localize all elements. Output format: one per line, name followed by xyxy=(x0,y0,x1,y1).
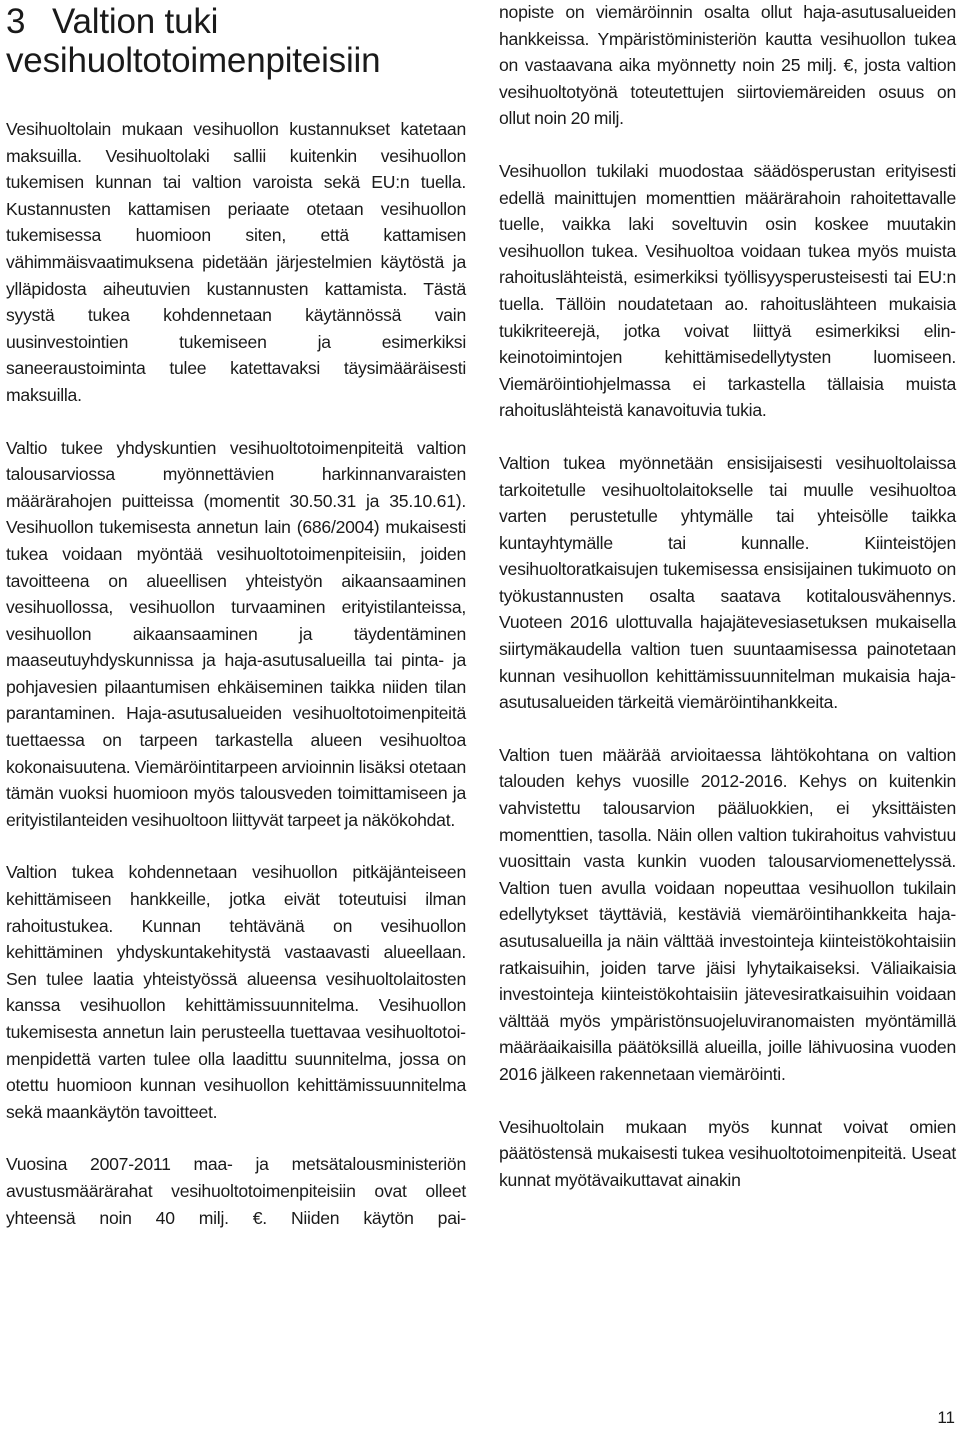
paragraph-8: Vesihuoltolain mukaan myös kunnat voivat omien päätöstensä mukaisesti tukea vesihuoltotoimenpiteitä. Useat kunnat myötävaikuttavat ainakin xyxy=(499,1116,956,1190)
chapter-title-line2: vesihuoltotoimenpiteisiin xyxy=(6,41,381,80)
paragraph-5: Vesihuollon tukilaki muodostaa säädösperustan erityisesti edellä mainittujen momenttien määrärahoin rahoitettavalle tuelle, vaikka laki soveltuvin osin koskee muutakin vesihuollon tukea. Vesihuoltoa voidaan tukea myös muista rahoituslähteistä, esimerkiksi työllisyysperusteisesti tai EU:n tuella. Tällöin noudatetaan ao. rahoituslähteen mukaisia tukikriteerejä, jotka voivat liittyä esimerkiksi elinkeinotoimintojen kehittämisedellytysten luomiseen. Viemäröintiohjelmassa ei tarkastella tällaisia muista rahoituslähteistä kanavoituvia tukia. xyxy=(499,160,956,421)
paragraph-2: Valtio tukee yhdyskuntien vesihuoltotoimenpiteitä valtion talousarviossa myönnettävien harkinnanvaraisten määrärahojen puitteissa (momentit 30.50.31 ja 35.10.61). Vesihuollon tukemisesta annetun lain (686/2004) mukaisesti tukea voidaan myöntää vesihuoltotoimenpiteisiin, joiden tavoitteena on alueellisen yhteistyön aikaansaaminen vesihuollossa, vesihuollon turvaaminen erityistilanteissa, vesihuollon aikaansaaminen ja täydentäminen maaseutuyhdyskunnissa ja haja-asutusalueilla tai pinta- ja pohjavesien pilaantumisen ehkäiseminen taikka niiden tilan parantaminen. Haja-asutusalueiden vesihuoltotoimenpiteitä tuettaessa on tarpeen tarkastella alueen vesihuoltoa kokonaisuutena. Viemäröintitarpeen arvioinnin lisäksi otetaan tämän vuoksi huomioon myös talousveden toimittamiseen ja erityistilanteiden vesihuoltoon liittyvät tarpeet ja näkökohdat. xyxy=(6,437,466,830)
paragraph-3: Valtion tukea kohdennetaan vesihuollon pitkäjänteiseen kehittämiseen hankkeille, jotka eivät toteutuisi ilman rahoitustukea. Kunnan tehtävänä on vesihuollon kehittäminen yhdyskuntakehitystä vastaavasti alueellaan. Sen tulee laatia yhteistyössä alueensa vesihuoltolaitosten kanssa vesihuollon kehittämissuunnitelma. Vesihuollon tukemisesta annetun lain perusteella tuettavaa vesihuoltotoimenpidettä varten tulee olla laadittu suunnitelma, jossa on otettu huomioon kunnan vesihuollon kehittämissuunnitelma sekä maankäytön tavoitteet. xyxy=(6,862,466,1122)
chapter-number: 3 xyxy=(6,2,26,41)
paragraph-6: Valtion tukea myönnetään ensisijaisesti vesihuoltolaissa tarkoitetulle vesihuoltolaitokselle tai muulle vesihuoltoa varten perustetulle yhtymälle tai yhteisölle taikka kuntayhtymälle tai kunnalle. Kiinteistöjen vesihuoltoratkaisujen tukemisessa ensisijainen tukimuoto on työkustannusten osalta saatava kotitalousvähennys. Vuoteen 2016 ulottuvalla hajajätevesiasetuksen mukaisella siirtymäkaudella valtion tuen suuntaamisessa painotetaan kunnan vesihuollon kehittämissuunnitelman mukaisia hajaasutusalueiden tärkeitä viemäröintihankkeita. xyxy=(499,452,956,713)
page-number: 11 xyxy=(937,1408,955,1427)
chapter-title-line1: Valtion tuki xyxy=(52,2,219,41)
chapter-heading xyxy=(6,2,466,80)
chapter-heading-block xyxy=(6,2,466,112)
left-column xyxy=(6,0,466,1231)
paragraph-4-continued: nopiste on viemäröinnin osalta ollut haja-asutusalueiden hankkeissa. Ympäristöministeriön kautta vesihuollon tukea on vastaavana aika myönnetty noin 25 milj. €, josta valtion vesihuoltotyönä toteutettujen siirtoviemäreiden osuus on ollut noin 20 milj. xyxy=(499,2,956,129)
right-column xyxy=(499,0,956,1193)
paragraph-7: Valtion tuen määrää arvioitaessa lähtökohtana on valtion talouden kehys vuosille 2012-2016. Kehys on kuitenkin vahvistettu talousarvion pääluokkien, ei yksittäisten momenttien, tasolla. Näin ollen valtion tukirahoitus vahvistuu vuosittain vasta kunkin vuoden talousarviomenettelyssä. Valtion tuen avulla voidaan nopeuttaa vesihuollon tukilain edellytykset täyttäviä, kestäviä viemäröintihankkeita haja-asutusalueilla ja näin välttää investointeja kiinteistökohtaisiin ratkaisuihin, joiden tarve jäisi lyhytaikaiseksi. Väliaikaisia investointeja kiinteistökohtaisiin jätevesiratkaisuihin voidaan välttää myös ympäristönsuojeluviranomaisten myöntämillä määräaikaisilla päätöksillä alueilla, joille lähivuosina vuoden 2016 jälkeen rakennetaan viemäröinti. xyxy=(499,744,956,1084)
paragraph-4: Vuosina 2007-2011 maa- ja metsätalousministeriön avustusmäärärahat vesihuoltotoimenpiteisiin ovat olleet yhteensä noin 40 milj. €. Niiden käytön pai- xyxy=(6,1154,466,1228)
paragraph-1: Vesihuoltolain mukaan vesihuollon kustannukset katetaan maksuilla. Vesihuoltolaki sallii kuitenkin vesihuollon tukemisen kunnan tai valtion varoista sekä EU:n tuella. Kustannusten kattamisen periaate otetaan vesihuollon tukemisessa huomioon siten, että kattamisen vähimmäisvaatimuksena pidetään järjestelmien käytöstä ja ylläpidosta aiheutuvien kustannusten kattamista. Tästä syystä tukea kohdennetaan käytännössä vain uusinvestointien tukemiseen ja esimerkiksi saneeraustoiminta tulee katettavaksi täysimääräisesti maksuilla. xyxy=(6,119,466,405)
